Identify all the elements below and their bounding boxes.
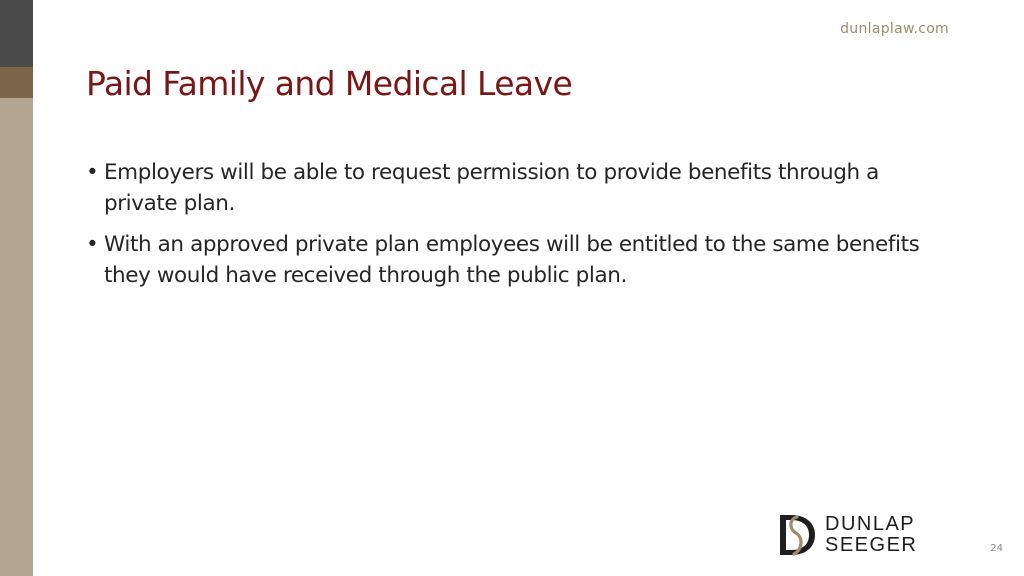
page-number: 24 xyxy=(990,543,1003,554)
bullet-marker: • xyxy=(86,160,99,185)
bullet-list xyxy=(86,157,956,301)
slide-title: Paid Family and Medical Leave xyxy=(86,64,573,103)
side-bar-dark-segment xyxy=(0,0,33,67)
dunlap-seeger-logo xyxy=(777,513,957,557)
site-url: dunlaplaw.com xyxy=(840,21,949,37)
bullet-item xyxy=(86,157,956,219)
logo-line-1: DUNLAP xyxy=(825,513,916,535)
bullet-text: With an approved private plan employees will be entitled to the same benefits they would have received through the public plan. xyxy=(104,232,920,288)
side-accent-bar xyxy=(0,0,33,576)
bullet-text: Employers will be able to request permission to provide benefits through a private plan. xyxy=(104,160,879,216)
logo-line-2: SEEGER xyxy=(825,534,918,556)
ds-monogram-icon xyxy=(777,513,821,557)
bullet-item xyxy=(86,229,956,291)
side-bar-brown-segment xyxy=(0,67,33,98)
bullet-marker: • xyxy=(86,232,99,257)
